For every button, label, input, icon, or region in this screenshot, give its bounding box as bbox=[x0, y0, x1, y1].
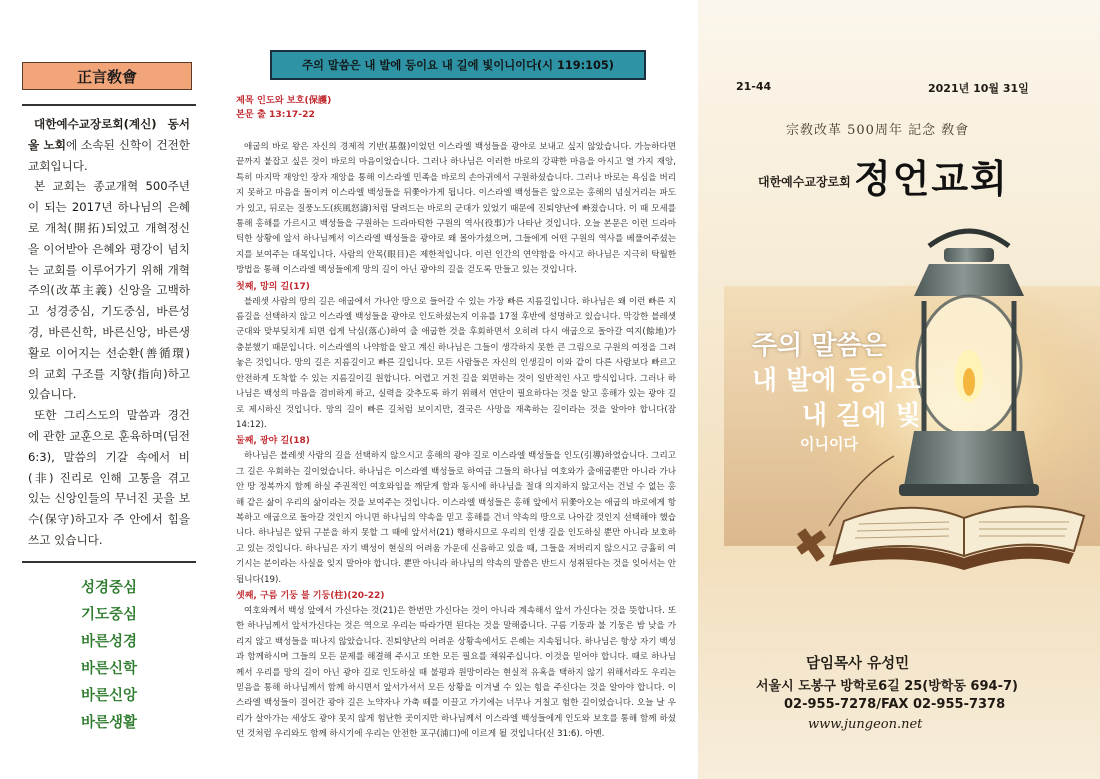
core-value: 성경중심 bbox=[80, 579, 138, 596]
senior-pastor: 담임목사 유성민 bbox=[806, 656, 910, 672]
intro-paragraph-1 bbox=[28, 114, 190, 176]
section-2-heading: 둘째, 광야 길(18) bbox=[236, 436, 310, 447]
church-title-box bbox=[22, 62, 192, 90]
church-title: 正言敎會 bbox=[76, 67, 137, 86]
lantern-illustration-svg bbox=[724, 226, 1100, 586]
art-verse-line-1: 주의 말씀은 bbox=[752, 331, 887, 361]
intro-bold-text: 대한예수교장로회(계신) 동서울 노회 bbox=[28, 117, 190, 152]
church-website[interactable]: www.jungeon.net bbox=[808, 717, 923, 732]
church-introduction bbox=[22, 104, 196, 563]
church-phone: 02-955-7278/FAX 02-955-7378 bbox=[784, 697, 1006, 712]
lantern-bible-illustration bbox=[724, 226, 1100, 586]
left-column bbox=[22, 62, 196, 737]
sermon-body bbox=[236, 94, 676, 743]
sermon-scripture: 본문 출 13:17-22 bbox=[236, 109, 315, 120]
sermon-intro: 애굽의 바로 왕은 자신의 경제적 기반(基盤)이었던 이스라엘 백성들을 광야로 보내고 싶지 않았습니다. 가능하다면 끝까지 붙잡고 싶은 것이 바로의 마음이었습니다. 그러나 하나님은 이러한 바로의 강퍅한 마음을 아시고 열 가지 재앙, 특히 마지막 재앙인 장자 재앙을 통해 이스라엘 민족을 바로의 손아귀에서 구원하셨습니다. 그러나 바로는 욕심을 버리지 못하고 마음을 돌이켜 이스라엘 백성들을 뒤쫓아가게 됩니다. 이스라엘 백성들은 앞으로는 홍해의 넘실거리는 파도가 있고, 뒤로는 질풍노도(疾風怒濤)처럼 달려드는 바로의 군대가 있었기 때문에 진퇴양난에 빠졌습니다. 이 때 모세를 통해 홍해를 가르시고 백성들을 구원하는 드라마틱한 구원의 역사(役事)가 나타난 것입니다. 오늘 본문은 이런 드라마틱한 상황에 앞서 하나님께서 이스라엘 백성들을 광야로 왜 몰아가셨으며, 그들에게 어떤 구원의 역사를 베풀어주셨는지를 보여주는 대목입니다. 사람의 안목(眼目)은 제한적입니다. 이런 인간의 연약함을 아시고 하나님은 지극히 탁월한 방법을 통해 이스라엘 백성들에게 망의 길이 아닌 광야의 길을 걷도록 만들고 있는 것입니다. bbox=[236, 142, 676, 276]
section-1-heading: 첫째, 망의 길(17) bbox=[236, 281, 310, 292]
denomination-label: 대한예수교장로회 bbox=[758, 175, 851, 189]
section-3-heading: 셋째, 구름 기둥 불 기둥(柱)(20-22) bbox=[236, 590, 385, 601]
core-value: 바른성경 bbox=[80, 633, 138, 650]
core-value: 기도중심 bbox=[80, 606, 138, 623]
intro-paragraph-3: 또한 그리스도의 말씀과 경건에 관한 교훈으로 훈육하며(딤전 6:3), 말씀의 기갈 속에서 비(非) 진리로 인해 고통을 겪고 있는 신앙인들의 무너진 곳을 보수(保守)하고자 주 안에서 힘을 쓰고 있습니다. bbox=[28, 408, 190, 547]
church-address: 서울시 도봉구 방학로6길 25(방학동 694-7) bbox=[756, 679, 1018, 694]
art-verse-line-2: 내 발에 등이요 bbox=[752, 366, 921, 396]
core-value: 바른신학 bbox=[80, 660, 138, 677]
intro-rest-text: 에 소속된 신학이 건전한 교회입니다. bbox=[28, 137, 190, 173]
section-1-text: 블레셋 사람의 땅의 길은 애굽에서 가나안 땅으로 들어갈 수 있는 가장 빠른 지름길입니다. 하나님은 왜 이런 빠른 지름길을 선택하지 않고 이스라엘 백성들을 광야로 인도하셨는지 이유를 17절 후반에 설명하고 있습니다. 막강한 블레셋 군대와 맞부딪치게 되면 쉽게 낙심(落心)하여 출 애굽한 것을 후회하면서 오히려 다시 애굽으로 돌아갈 여지(餘地)가 충분했기 때문입니다. 이스라엘의 나약함을 알고 계신 하나님은 그들이 생각하지 못한 큰 그림으로 구원의 여정을 그려놓은 것입니다. 망의 길은 지름길이고 빠른 길입니다. 모든 사람들은 자신의 인생길이 이와 같이 다른 사람보다 빠르고 안전하게 도착할 수 있는 지름길이길 원합니다. 어렵고 거친 길을 외면하는 것이 일반적인 사고 방식입니다. 그러나 하나님은 백성의 마음을 겸비하게 하고, 실력을 갖추도록 하기 위해서 연단이 필요하다는 것을 알고 홍해가 있는 광야 길로 제시하신 것입니다. 망의 길이 빠른 길처럼 보이지만, 결국은 사망을 재촉하는 길이라는 것을 알아야 합니다(잠 14:12). bbox=[236, 296, 676, 430]
art-verse-line-3: 내 길에 빛 bbox=[802, 401, 921, 431]
core-value: 바른신앙 bbox=[80, 687, 138, 704]
anniversary-line: 宗敎改革 500周年 記念 敎會 bbox=[786, 123, 970, 138]
sermon-column bbox=[236, 50, 676, 779]
church-name: 정언교회 bbox=[854, 157, 1009, 201]
art-verse-line-4: 이니이다 bbox=[800, 435, 858, 453]
section-3-text: 여호와께서 백성 앞에서 가신다는 것(21)은 한번만 가신다는 것이 아니라 계속해서 앞서 가신다는 것을 뜻합니다. 또한 하나님께서 앞서가신다는 것은 역으로 우리는 따라가면 된다는 것을 말해줍니다. 구름 기둥과 불 기둥은 밤 낮을 가리지 않고 백성들을 떠나지 않았습니다. 진퇴양난의 어려운 상황속에서도 은혜는 지속됩니다. 하나님은 항상 자기 백성과 함께하시며 그들의 모든 문제를 해결해 주시고 또한 모든 필요를 채워주십니다. 이것을 믿어야 합니다. 때로 하나님께서 우리를 망의 길이 아닌 광야 길로 인도하실 때 불평과 원망이라는 현실적 유혹을 택하지 않기 위해서라도 우리는 믿음을 통해 하나님께서 함께 하시면서 앞서가셔서 모든 상황을 이겨낼 수 있는 힘을 주신다는 것을 알아야 합니다. 이스라엘 백성들이 걸어간 광야 길은 노약자나 가축 떼를 이끌고 가기에는 너무나 거칠고 험한 길이었습니다. 오늘 날 우리가 살아가는 세상도 광야 못지 않게 험난한 곳이지만 하나님께서 이스라엘 백성들에게 인도와 보호를 통해 함께 하셨던 것처럼 우리와도 함께 하시기에 우리는 안전한 포구(浦口)에 이르게 될 것입니다(신 31:6). 아멘. bbox=[236, 605, 676, 740]
core-value: 바른생활 bbox=[80, 714, 138, 731]
core-values-list bbox=[22, 575, 196, 737]
bulletin-date: 2021년 10월 31일 bbox=[928, 82, 1029, 95]
issue-number: 21-44 bbox=[736, 80, 772, 93]
sermon-title: 제목 인도와 보호(保護) bbox=[236, 95, 332, 106]
theme-verse-box bbox=[270, 50, 646, 80]
section-2-text: 하나님은 블레셋 사람의 길을 선택하지 않으시고 홍해의 광야 길로 이스라엘 백성들을 인도(引導)하였습니다. 그리고 그 길은 우회하는 길이었습니다. 하나님은 이스라엘 백성들로 하여금 그들의 하나님 여호와가 출애굽뿐만 아니라 가나안 땅 정복까지 함께 하실 주권적인 여호와임을 깨닫게 함과 동시에 하나님을 절대 의지하지 않고서는 건널 수 없는 홍해 같은 삶이 우리의 삶이라는 것을 보여주는 것입니다. 이스라엘 백성들은 홍해 앞에서 뒤쫓아오는 애굽의 바로에게 항복하고 애굽으로 돌아갈 것인지 아니면 하나님의 약속을 믿고 홍해를 건너 약속의 땅으로 나아갈 것인지 선택해야 했습니다. 하나님은 앞뒤 구분을 하지 못할 그 때에 앞서서(21) 행하시므로 우리의 인생 길을 인도하실 뿐만 아니라 보호하고 있는 것입니다. 하나님은 자기 백성이 현실의 어려움 가운데 신음하고 있을 때, 그들을 저버리지 않으시고 긍휼히 여기시는 분이라는 사실을 잊지 말아야 합니다. 뿐만 아니라 하나님의 약속의 말씀은 반드시 성취된다는 것을 잊어서는 안 됩니다(19). bbox=[236, 451, 676, 585]
intro-paragraph-2: 본 교회는 종교개혁 500주년이 되는 2017년 하나님의 은혜로 개척(開拓)되었고 개혁정신을 이어받아 은혜와 평강이 넘치는 교회를 이루어가기 위해 개혁주의(改革主義) 신앙을 고백하고 성경중심, 기도중심, 바른성경, 바른신학, 바른신앙, 바른생활로 이어지는 선순환(善循環)의 교회 구조를 지향(指向)하고 있습니다. bbox=[28, 179, 190, 402]
bulletin-cover bbox=[698, 0, 1100, 779]
theme-verse: 주의 말씀은 내 발에 등이요 내 길에 빛이니이다(시 119:105) bbox=[302, 59, 614, 72]
